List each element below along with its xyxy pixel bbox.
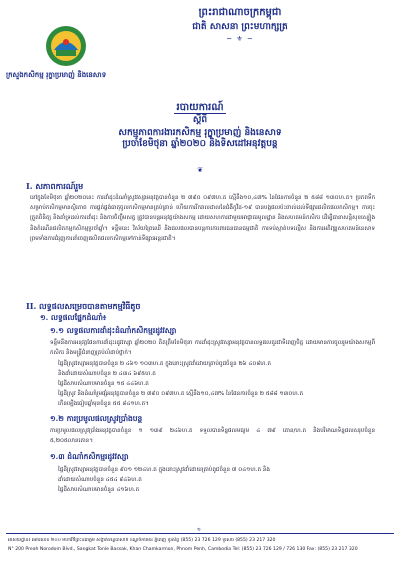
report-title bbox=[40, 100, 360, 115]
section-1-heading: I. សភាពការណ៍រួម bbox=[26, 181, 84, 191]
list-item: • កើនឡើងធៀបឆ្នាំមុនចំនួន ៥៥ ៨៤១ហ.ត។ bbox=[58, 399, 378, 409]
report-subtitle: ស្តីពី bbox=[192, 115, 208, 125]
section-1-paragraph: នៅក្នុងខែមិថុនា ឆ្នាំ២០២០នេះ ការដាំដុះដំណាំស្រូវវស្សាអនុវត្តបានចំនួន ២ ៧៩០ ០៩៧ហ.ត ស្មើនឹង១០,៤៧% នៃផែនការចំនួន ២ ៥៨៨ ១៣០ហ.ត។ ប្រភពទឹកសម្រាប់កសិកម្មមានស្ថិរភាព ការផ្គត់ផ្គង់ធាតុចូលកសិកម្មមានគ្រប់គ្រាន់ ហើយការរីករាលដាលនៃជំងឺកូវីដ-១៩ បានបង្កផលប៉ះពាល់ដល់ទីផ្សារផលិតផលកសិកម្ម។ ការចុះត្រួតពិនិត្យ និងគាំទ្រដល់ការដាំដុះ និងការចិញ្ចឹមសត្វ ត្រូវបានបន្តអនុវត្តយ៉ាងសកម្ម ដោយសហការជាមួយអាជ្ញាធរមូលដ្ឋាន និងសហគមន៍កសិករ ដើម្បីធានាសន្តិសុខស្បៀង និងកំណើនផលិតកម្មកសិកម្មប្រចាំឆ្នាំ។ ទន្ទឹមនេះ វិស័យព្រៃឈើ និងជលផលបានបន្តការការពារធនធានធម្មជាតិ ការទប់ស្កាត់បទល្មើស និងការអភិវឌ្ឍសហគមន៍នេសាទ ព្រមទាំងការជំរុញការនាំចេញផលិតផលកសិកម្មទៅកាន់ទីផ្សារអន្តរជាតិ។ bbox=[30, 195, 375, 242]
subsection-1-2-paragraph: ការប្រមូលផលស្រូវប្រាំងអនុវត្តបានចំនួន ១ ១៣៩ ២៤៦ហ.ត ទទួលបានទិន្នផលមធ្យម ៤ ៧៩ តោន/ហ.ត និងបរិមាណទិន្នផលសរុបចំនួន ៥,២០៥លានតោន។ bbox=[50, 428, 375, 445]
national-motto: ជាតិ សាសនា ព្រះមហាក្សត្រ bbox=[192, 22, 288, 32]
subsection-1-1-paragraph: ទន្ទឹមនឹងការអនុវត្តផែនការដាំដុះរដូវវស្សា ឆ្នាំ២០២០ គិតត្រឹមខែមិថុនា ការដាំដុះស្រូវវស្សាអនុវត្តបានលទ្ធផលគួរជាទីពេញចិត្ត ដោយមានការចូលរួមយ៉ាងសកម្មពីកសិករ និងមន្ត្រីជំនាញគ្រប់លំដាប់ថ្នាក់។ bbox=[50, 340, 375, 357]
footer-address-khmer: អាសយដ្ឋាន៖ អគារលេខ ២០០ មហាវិថីព្រះនរោត្តម សង្កាត់ទន្លេបាសាក់ ខណ្ឌចំការមន ភ្នំពេញ ទូរស័ព្ទ (855) 23 726 129 ទូរសារ (855) 23 217 320 bbox=[8, 538, 276, 543]
section-2-heading: II. លទ្ធផលសម្រេចបានតាមកម្មវិធីតូច bbox=[26, 301, 141, 311]
subsection-1-1-heading: ១.១ លទ្ធផលការដាំដុះដំណាំកសិកម្មរដូវវស្សា bbox=[50, 326, 177, 335]
ministry-logo-icon bbox=[44, 24, 88, 68]
list-item: • ផ្ទៃដីសាបសំណាបមានចំនួន ១៥ ៤៤៦ហ.ត bbox=[58, 379, 378, 389]
page-number: ១ bbox=[197, 527, 201, 533]
list-item: • ផ្ទៃដីស្រូវវស្សាអនុវត្តបានចំនួន ២ ៤៦១ ១០៣ហ.ត ក្នុងនោះស្រូវដាំដោយគ្រាប់ពូជចំនួន ២៦ ៤០៨ហ.ត bbox=[58, 359, 378, 369]
kingdom-header: ព្រះរាជាណាចក្រកម្ពុជា bbox=[198, 7, 282, 18]
list-item: • ផ្ទៃដីស្រូវ និងដំណាំរួមផ្សំអនុវត្តបានចំនួន ២ ៧៩០ ០៩៧ហ.ត ស្មើនឹង១០,៤៧% នៃផែនការចំនួន ២ ៥៨៨ ១៣០ហ.ត bbox=[58, 389, 378, 399]
subsection-1-2-heading: ១.២ ការប្រមូលផលស្រូវប្រាំងបន្ត bbox=[50, 414, 143, 423]
list-item: • ផ្ទៃដីសាបសំណាបមានចំនួន ៤១៦ហ.ត bbox=[58, 485, 378, 495]
subsection-1-3-heading: ១.៣ ដំណាំកសិកម្មរដូវវស្សា bbox=[50, 452, 129, 461]
report-topic-line1: សកម្មភាពការងារកសិកម្ម រុក្ខាប្រមាញ់ និងនេសាទ bbox=[118, 128, 282, 138]
report-topic-line2: ប្រចាំខែមិថុនា ឆ្នាំ២០២០ និងទិសដៅអនុវត្តបន្ត bbox=[122, 139, 278, 149]
footer-divider bbox=[6, 533, 394, 534]
list-item: • និងដាំដោយសំណាបចំនួន ២ ៤៣៤ ៦៩៥ហ.ត bbox=[58, 369, 378, 379]
list-item: • ដាំដោយសំណាបចំនួន ៤៥៤ ៩៤៦ហ.ត bbox=[58, 475, 378, 485]
list-item: • ផ្ទៃដីស្រូវវស្សាអនុវត្តបានចំនួន ៩០១ ១២៤ហ.ត ក្នុងនោះស្រូវដាំដោយគ្រាប់ពូជចំនួន ៧ ០៤១ហ.ត និង bbox=[58, 465, 378, 475]
subsection-1-heading: ១. លទ្ធផលផ្នែកដំណាំ៖ bbox=[40, 313, 107, 322]
footer-address-english: N° 200 Preah Norodom Blvd., Sangkat Tonle Bassak, Khan Chamkarmon, Phnom Penh, Cambodia Tel: (855) 23 726 129 / 726 130 Fax: (855) 23 217 320 bbox=[8, 547, 358, 552]
title-divider: ❦ bbox=[197, 166, 203, 174]
ministry-name: ក្រសួងកសិកម្ម រុក្ខាប្រមាញ់ និងនេសាទ bbox=[6, 70, 107, 79]
report-topic bbox=[30, 128, 370, 150]
report-title-text: របាយការណ៍ bbox=[176, 102, 224, 113]
header-ornament: ~ ⚜ ~ bbox=[226, 35, 254, 43]
